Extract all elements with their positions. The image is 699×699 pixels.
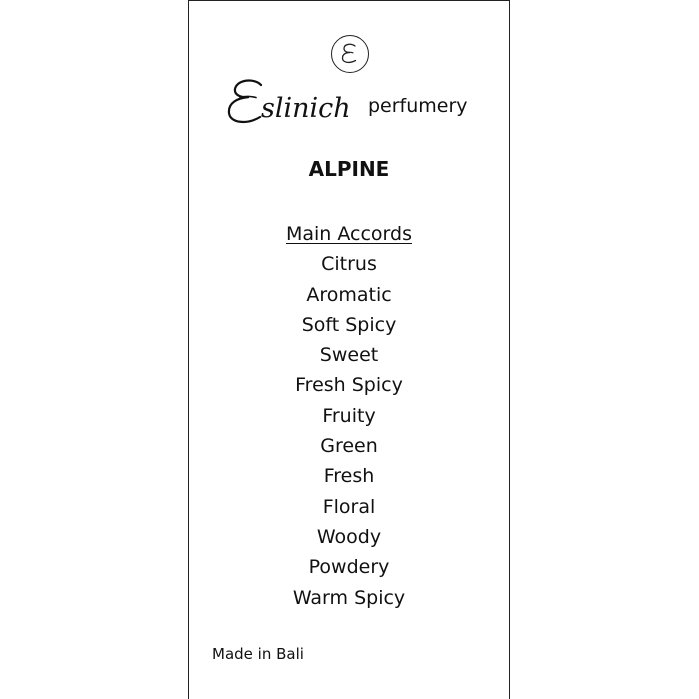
accord-item: Sweet — [319, 344, 379, 367]
monogram-e-icon — [332, 36, 368, 72]
accord-item: Floral — [322, 495, 376, 518]
accord-item: Powdery — [308, 556, 390, 579]
accord-item: Citrus — [321, 253, 377, 276]
monogram-logo — [331, 35, 369, 73]
accord-item: Woody — [316, 525, 382, 548]
accord-item: Fresh — [323, 465, 375, 488]
accords-heading: Main Accords — [285, 223, 412, 245]
accord-item: Aromatic — [306, 283, 392, 306]
accords-list — [189, 249, 509, 613]
accord-item: Green — [320, 435, 378, 458]
product-name: ALPINE — [308, 157, 390, 181]
accord-item: Soft Spicy — [301, 313, 397, 336]
brand-wordmark — [225, 75, 475, 129]
accord-item: Fruity — [322, 404, 376, 427]
main-accords-section — [189, 219, 509, 613]
brand-suffix: perfumery — [368, 95, 468, 117]
brand-script-logo — [225, 75, 365, 129]
accord-item: Fresh Spicy — [295, 374, 403, 397]
svg-text:slinich: slinich — [261, 93, 351, 124]
perfume-label-card — [188, 0, 510, 699]
origin-text: Made in Bali — [212, 645, 304, 663]
accord-item: Warm Spicy — [292, 586, 406, 609]
